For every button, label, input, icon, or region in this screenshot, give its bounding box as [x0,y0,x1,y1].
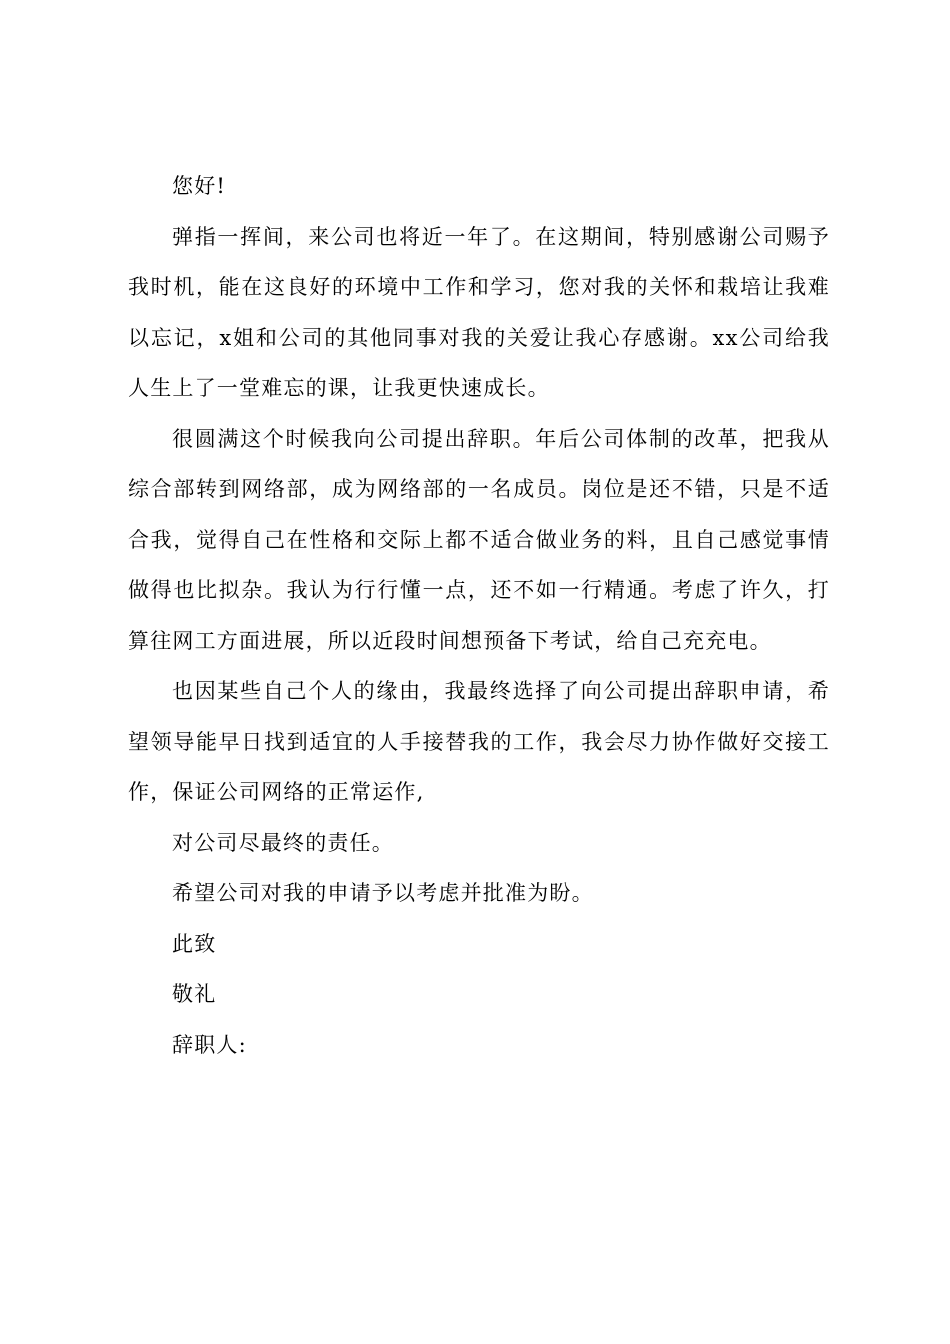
paragraph-request: 也因某些自己个人的缘由，我最终选择了向公司提出辞职申请，希望领导能早日找到适宜的人手接替我的工作，我会尽力协作做好交接工作，保证公司网络的正常运作, [128,679,830,804]
letter-body [128,161,830,1070]
signature-label: 辞职人: [172,1032,247,1057]
paragraph-reason: 很圆满这个时候我向公司提出辞职。年后公司体制的改革，把我从综合部转到网络部，成为网络部的一名成员。岗位是还不错，只是不适合我，觉得自己在性格和交际上都不适合做业务的料，且自己感觉事情做得也比拟杂。我认为行行懂一点，还不如一行精通。考虑了许久，打算往网工方面进展，所以近段时间想预备下考试，给自己充充电。 [128,426,830,653]
closing-salutation: 此致 [172,931,217,956]
approval-request-line: 希望公司对我的申请予以考虑并批准为盼。 [172,881,594,905]
paragraph-gratitude: 弹指一挥间，来公司也将近一年了。在这期间，特别感谢公司赐予我时机，能在这良好的环境中工作和学习，您对我的关怀和栽培让我难以忘记，x姐和公司的其他同事对我的关爱让我心存感谢。xx公司给我人生上了一堂难忘的课，让我更快速成长。 [128,224,830,400]
greeting: 您好! [172,174,227,198]
closing-regards: 敬礼 [172,982,217,1006]
responsibility-line: 对公司尽最终的责任。 [172,830,394,855]
